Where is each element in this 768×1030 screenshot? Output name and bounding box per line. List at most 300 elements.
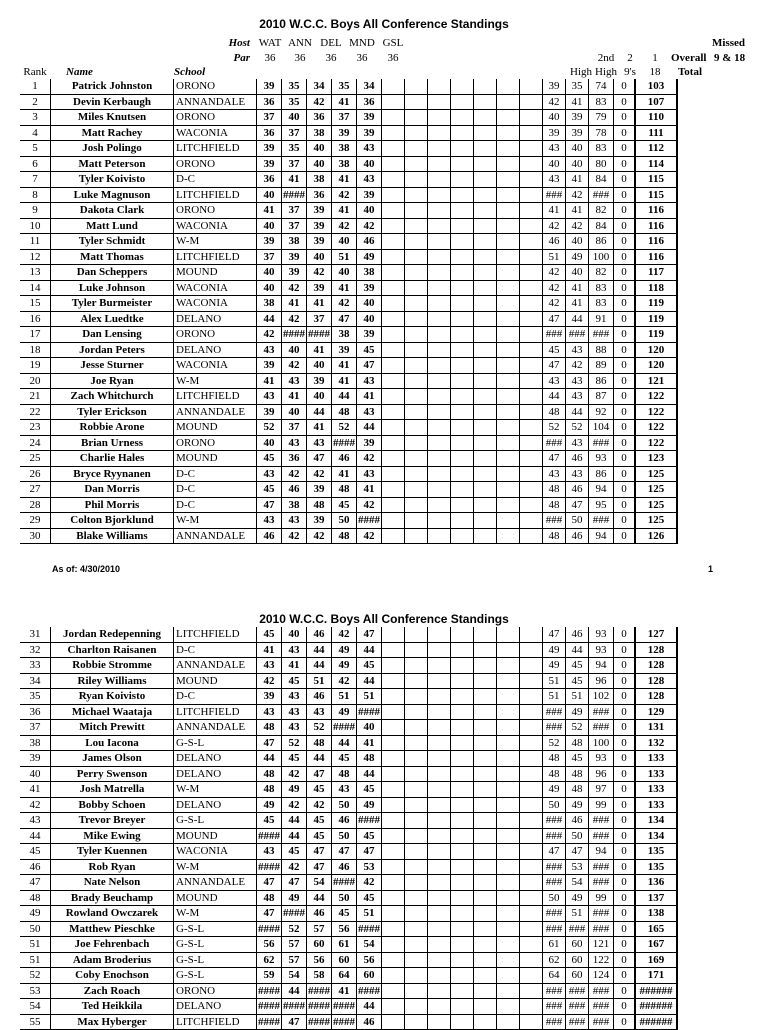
empty-cell [520, 265, 543, 281]
rank-cell: 12 [20, 249, 51, 265]
high-cell: 48 [543, 766, 566, 782]
nines-cell: ### [589, 513, 614, 529]
empty-cell [520, 249, 543, 265]
empty-cell [382, 627, 405, 642]
high-cell: 47 [543, 358, 566, 374]
player-name: Charlie Hales [51, 451, 174, 467]
total-cell: 123 [635, 451, 677, 467]
score-cell: 39 [357, 280, 382, 296]
total-cell: 128 [635, 689, 677, 705]
empty-cell [382, 497, 405, 513]
total-cell: 120 [635, 342, 677, 358]
second-high-cell: 47 [566, 844, 589, 860]
score-cell: 53 [357, 859, 382, 875]
missed-cell: 0 [614, 451, 636, 467]
empty-cell [405, 673, 428, 689]
total-cell: 137 [635, 890, 677, 906]
empty-cell [405, 1014, 428, 1030]
score-cell: 45 [282, 673, 307, 689]
score-cell: 36 [257, 172, 282, 188]
empty-cell [474, 797, 497, 813]
school-cell: ORONO [174, 435, 257, 451]
table-row [20, 404, 677, 420]
empty-cell [405, 389, 428, 405]
empty-cell [382, 890, 405, 906]
score-cell: 47 [307, 844, 332, 860]
score-cell: 37 [307, 311, 332, 327]
empty-cell [497, 658, 520, 674]
player-name: Tyler Koivisto [51, 172, 174, 188]
high-cell: ### [543, 999, 566, 1015]
missed-cell: 0 [614, 172, 636, 188]
table-row [20, 389, 677, 405]
empty-cell [497, 94, 520, 110]
player-name: Blake Williams [51, 528, 174, 544]
nines-cell: 78 [589, 125, 614, 141]
score-cell: 39 [307, 513, 332, 529]
score-cell: 45 [332, 497, 357, 513]
empty-cell [428, 311, 451, 327]
empty-cell [474, 813, 497, 829]
table-row [20, 358, 677, 374]
score-cell: 46 [332, 813, 357, 829]
rank-cell: 53 [20, 983, 51, 999]
empty-cell [428, 797, 451, 813]
empty-cell [382, 751, 405, 767]
player-name: Tyler Kuennen [51, 844, 174, 860]
empty-cell [382, 172, 405, 188]
score-cell: 47 [257, 497, 282, 513]
empty-cell [382, 110, 405, 126]
par-gsl: 36 [387, 52, 399, 64]
second-high-cell: 43 [566, 466, 589, 482]
nines-cell: 84 [589, 218, 614, 234]
missed-cell: 0 [614, 358, 636, 374]
second-high-cell: 41 [566, 280, 589, 296]
total-cell: 129 [635, 704, 677, 720]
empty-cell [451, 828, 474, 844]
score-cell: #### [283, 188, 305, 201]
total-cell: 116 [635, 234, 677, 250]
empty-cell [405, 296, 428, 312]
empty-cell [428, 125, 451, 141]
score-cell: 41 [332, 983, 357, 999]
table-row [20, 513, 677, 529]
player-name: Miles Knutsen [51, 110, 174, 126]
missed-cell: 0 [614, 156, 636, 172]
score-cell: 40 [257, 435, 282, 451]
empty-cell [474, 79, 497, 94]
table-row [20, 751, 677, 767]
empty-cell [405, 110, 428, 126]
player-name: Rowland Owczarek [51, 906, 174, 922]
score-cell: 42 [307, 528, 332, 544]
school-cell: W-M [174, 373, 257, 389]
total-cell: 115 [635, 172, 677, 188]
high-cell: ### [543, 813, 566, 829]
empty-cell [382, 704, 405, 720]
table-row [20, 782, 677, 798]
score-cell: 42 [357, 497, 382, 513]
empty-cell [474, 844, 497, 860]
school-cell: ORONO [174, 203, 257, 219]
empty-cell [497, 451, 520, 467]
empty-cell [428, 203, 451, 219]
empty-cell [405, 704, 428, 720]
missed-cell: 0 [614, 466, 636, 482]
second-high-cell: 44 [566, 311, 589, 327]
empty-cell [520, 627, 543, 642]
score-cell: 43 [357, 466, 382, 482]
score-cell: 51 [357, 689, 382, 705]
empty-cell [405, 451, 428, 467]
empty-cell [428, 435, 451, 451]
empty-cell [405, 420, 428, 436]
empty-cell [428, 218, 451, 234]
high-cell: 39 [543, 125, 566, 141]
score-cell: 43 [307, 704, 332, 720]
empty-cell [520, 451, 543, 467]
second-high-cell: 50 [566, 513, 589, 529]
high-cell: 49 [543, 658, 566, 674]
empty-cell [382, 513, 405, 529]
empty-cell [405, 689, 428, 705]
score-cell: 48 [257, 782, 282, 798]
empty-cell [497, 952, 520, 968]
score-cell: 41 [332, 466, 357, 482]
school-cell: WACONIA [174, 125, 257, 141]
missed-cell: 0 [614, 627, 636, 642]
empty-cell [451, 125, 474, 141]
player-name: Zach Whitchurch [51, 389, 174, 405]
empty-cell [428, 79, 451, 94]
school-cell: WACONIA [174, 844, 257, 860]
score-cell: 39 [307, 482, 332, 498]
empty-cell [497, 311, 520, 327]
col-9s: 9's [624, 66, 636, 78]
empty-cell [520, 234, 543, 250]
empty-cell [474, 234, 497, 250]
empty-cell [382, 296, 405, 312]
score-cell: 40 [257, 187, 282, 203]
empty-cell [382, 342, 405, 358]
empty-cell [405, 968, 428, 984]
second-high-cell: 41 [566, 172, 589, 188]
standings-table-2 [20, 627, 678, 1030]
empty-cell [382, 1014, 405, 1030]
high-cell: 39 [543, 79, 566, 94]
empty-cell [382, 735, 405, 751]
score-cell: 39 [307, 280, 332, 296]
school-cell: ANNANDALE [174, 720, 257, 736]
empty-cell [382, 373, 405, 389]
school-cell: D-C [174, 466, 257, 482]
table-row [20, 875, 677, 891]
table-row [20, 1014, 677, 1030]
nines-cell: 88 [589, 342, 614, 358]
score-cell: #### [308, 328, 330, 341]
score-cell: 43 [282, 435, 307, 451]
empty-cell [405, 952, 428, 968]
empty-cell [451, 658, 474, 674]
nines-cell: 102 [589, 689, 614, 705]
score-cell: 38 [332, 327, 357, 343]
empty-cell [451, 528, 474, 544]
score-cell: 40 [282, 342, 307, 358]
school-cell: MOUND [174, 265, 257, 281]
score-cell: 45 [282, 844, 307, 860]
empty-cell [405, 751, 428, 767]
second-high-cell: 40 [566, 141, 589, 157]
score-cell: 41 [357, 735, 382, 751]
empty-cell [520, 327, 543, 343]
empty-cell [382, 983, 405, 999]
rank-cell: 4 [20, 125, 51, 141]
empty-cell [497, 203, 520, 219]
score-cell: 42 [282, 528, 307, 544]
empty-cell [451, 435, 474, 451]
empty-cell [474, 766, 497, 782]
empty-cell [497, 828, 520, 844]
empty-cell [497, 482, 520, 498]
empty-cell [428, 497, 451, 513]
school-cell: ANNANDALE [174, 404, 257, 420]
nines-cell: 94 [589, 528, 614, 544]
table-row [20, 797, 677, 813]
empty-cell [497, 906, 520, 922]
nines-cell: 93 [589, 451, 614, 467]
score-cell: 43 [282, 720, 307, 736]
score-cell: 56 [357, 952, 382, 968]
empty-cell [520, 125, 543, 141]
rank-cell: 48 [20, 890, 51, 906]
empty-cell [382, 466, 405, 482]
high-cell: 47 [543, 451, 566, 467]
score-cell: 45 [257, 451, 282, 467]
score-cell: 39 [357, 435, 382, 451]
nines-cell: 80 [589, 156, 614, 172]
school-cell: LITCHFIELD [174, 704, 257, 720]
school-cell: MOUND [174, 890, 257, 906]
empty-cell [382, 125, 405, 141]
rank-cell: 51 [20, 952, 51, 968]
table-row [20, 435, 677, 451]
empty-cell [428, 658, 451, 674]
player-name: Adam Broderius [51, 952, 174, 968]
school-cell: ORONO [174, 983, 257, 999]
score-cell: 41 [257, 203, 282, 219]
empty-cell [497, 720, 520, 736]
empty-cell [428, 358, 451, 374]
missed-cell: 0 [614, 952, 636, 968]
table-row [20, 141, 677, 157]
nines-cell: 92 [589, 404, 614, 420]
second-label: 2nd [597, 52, 615, 64]
total-cell: 121 [635, 373, 677, 389]
table-row [20, 921, 677, 937]
rank-cell: 23 [20, 420, 51, 436]
high-cell: 61 [543, 937, 566, 953]
score-cell: 42 [332, 673, 357, 689]
second-high-cell: 46 [566, 627, 589, 642]
high-cell: 48 [543, 751, 566, 767]
empty-cell [405, 280, 428, 296]
total-cell: 116 [635, 218, 677, 234]
empty-cell [497, 296, 520, 312]
player-name: Brian Urness [51, 435, 174, 451]
score-cell: 40 [307, 389, 332, 405]
missed-cell: 0 [614, 141, 636, 157]
second-high-cell: ### [566, 1014, 589, 1030]
table-row [20, 203, 677, 219]
score-cell: 47 [307, 859, 332, 875]
empty-cell [474, 782, 497, 798]
score-cell: 37 [332, 110, 357, 126]
empty-cell [382, 689, 405, 705]
score-cell: 49 [282, 782, 307, 798]
score-cell: 40 [257, 218, 282, 234]
empty-cell [497, 265, 520, 281]
empty-cell [474, 342, 497, 358]
empty-cell [474, 689, 497, 705]
overall-label: Overall [671, 52, 707, 64]
score-cell: 39 [357, 187, 382, 203]
empty-cell [497, 782, 520, 798]
empty-cell [520, 751, 543, 767]
score-cell: 36 [282, 451, 307, 467]
total-cell: 138 [635, 906, 677, 922]
score-cell: 60 [332, 952, 357, 968]
empty-cell [520, 311, 543, 327]
score-cell: 40 [257, 280, 282, 296]
col-18: 18 [649, 66, 661, 78]
score-cell: 41 [282, 296, 307, 312]
score-cell: 48 [357, 751, 382, 767]
empty-cell [428, 983, 451, 999]
school-cell: W-M [174, 782, 257, 798]
score-cell: 34 [307, 79, 332, 94]
nines-cell: 94 [589, 658, 614, 674]
score-cell: #### [358, 922, 380, 935]
score-cell: 58 [307, 968, 332, 984]
empty-cell [474, 859, 497, 875]
rank-cell: 11 [20, 234, 51, 250]
school-cell: ANNANDALE [174, 94, 257, 110]
table-row [20, 528, 677, 544]
high-cell: 47 [543, 311, 566, 327]
rank-cell: 13 [20, 265, 51, 281]
col-name: Name [66, 66, 93, 78]
high-cell: 51 [543, 689, 566, 705]
empty-cell [474, 875, 497, 891]
high-cell: 42 [543, 265, 566, 281]
empty-cell [474, 968, 497, 984]
second-high-cell: ### [566, 999, 589, 1015]
empty-cell [474, 156, 497, 172]
score-cell: #### [358, 514, 380, 527]
empty-cell [474, 373, 497, 389]
second-high-cell: 41 [566, 203, 589, 219]
empty-cell [405, 720, 428, 736]
total-cell: 136 [635, 875, 677, 891]
nines-cell: 74 [589, 79, 614, 94]
empty-cell [451, 482, 474, 498]
empty-cell [474, 658, 497, 674]
score-cell: 39 [332, 342, 357, 358]
score-cell: 43 [357, 172, 382, 188]
empty-cell [382, 265, 405, 281]
empty-cell [497, 937, 520, 953]
empty-cell [474, 720, 497, 736]
player-name: Joe Ryan [51, 373, 174, 389]
nines-cell: 93 [589, 642, 614, 658]
school-cell: G-S-L [174, 813, 257, 829]
col-rank: Rank [23, 66, 47, 78]
total-cell: 114 [635, 156, 677, 172]
empty-cell [451, 141, 474, 157]
player-name: Devin Kerbaugh [51, 94, 174, 110]
empty-cell [382, 844, 405, 860]
high-cell: ### [543, 187, 566, 203]
missed-cell: 0 [614, 1014, 636, 1030]
table-row [20, 735, 677, 751]
missed-cell: 0 [614, 782, 636, 798]
missed-cell: 0 [614, 327, 636, 343]
standings-table [20, 79, 678, 544]
nines-cell: 95 [589, 497, 614, 513]
score-cell: 51 [307, 673, 332, 689]
empty-cell [497, 389, 520, 405]
empty-cell [497, 373, 520, 389]
score-cell: 44 [357, 999, 382, 1015]
score-cell: 40 [357, 720, 382, 736]
score-cell: 46 [332, 859, 357, 875]
empty-cell [520, 358, 543, 374]
course-ann: ANN [288, 37, 312, 49]
missed-cell: 0 [614, 234, 636, 250]
score-cell: 40 [282, 404, 307, 420]
player-name: Michael Waataja [51, 704, 174, 720]
school-cell: LITCHFIELD [174, 141, 257, 157]
empty-cell [497, 1014, 520, 1030]
high-cell: 43 [543, 466, 566, 482]
score-cell: #### [358, 984, 380, 997]
nines-cell: ### [589, 435, 614, 451]
score-cell: 48 [332, 404, 357, 420]
empty-cell [428, 172, 451, 188]
empty-cell [428, 952, 451, 968]
high-cell: 50 [543, 890, 566, 906]
second-high-cell: 40 [566, 234, 589, 250]
school-cell: ANNANDALE [174, 875, 257, 891]
high-cell: ### [543, 513, 566, 529]
score-cell: 40 [357, 296, 382, 312]
school-cell: DELANO [174, 311, 257, 327]
empty-cell [451, 420, 474, 436]
empty-cell [497, 141, 520, 157]
total-cell: 111 [635, 125, 677, 141]
empty-cell [382, 999, 405, 1015]
score-cell: 47 [332, 311, 357, 327]
empty-cell [497, 735, 520, 751]
score-cell: 45 [307, 828, 332, 844]
score-cell: 37 [257, 249, 282, 265]
player-name: Tyler Schmidt [51, 234, 174, 250]
rank-cell: 42 [20, 797, 51, 813]
missed-cell: 0 [614, 296, 636, 312]
rank-cell: 49 [20, 906, 51, 922]
empty-cell [474, 296, 497, 312]
